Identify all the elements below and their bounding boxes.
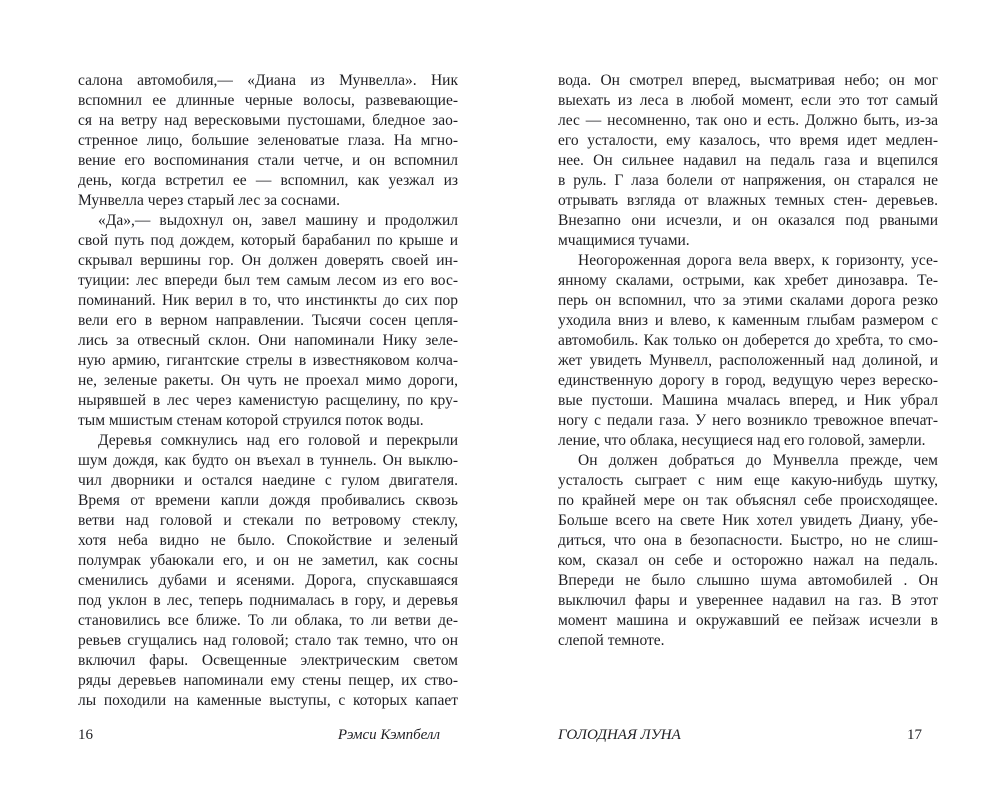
text-line: Внезапно они исчезли, и он оказался под рваными <box>558 212 938 229</box>
text-line: автомобиль. Как только он доберется до хребта, то смо- <box>558 332 938 349</box>
text-line: хотя неба видно не было. Спокойствие и зеленый <box>78 532 458 549</box>
text-line: тым мшистым стенам которой струился поток воды. <box>78 412 424 429</box>
right-page-footer <box>558 726 938 744</box>
text-line: Деревья сомкнулись над его головой и перекрыли <box>98 432 458 449</box>
text-line: единственную дорогу в город, ведущую через вереско- <box>558 372 938 389</box>
text-line: ветви над головой и стекали по ветровому стеклу, <box>78 512 458 529</box>
paragraph <box>558 251 938 451</box>
text-line: туиции: лес впереди был тем самым лесом из его вос- <box>78 272 458 289</box>
text-line: «Да»,— выдохнул он, завел машину и продолжил <box>98 212 458 229</box>
text-line: Неогороженная дорога вела вверх, к горизонту, усе- <box>578 252 938 269</box>
text-line: становились все ближе. То ли облака, то ли ветви де- <box>78 612 458 629</box>
text-line: чил дворники и остался наедине с гулом двигателя. <box>78 472 458 489</box>
text-line: выключил фары и увереннее надавил на газ. В этот <box>558 592 938 609</box>
text-line: диться, что она в безопасности. Быстро, но не слиш- <box>558 532 938 549</box>
text-line: вение его воспоминания стали четче, и он вспомнил <box>78 152 458 169</box>
text-line: сменились дубами и ясенями. Дорога, спускавшаяся <box>78 572 458 589</box>
right-page-number: 17 <box>907 727 922 743</box>
text-line: отрывать взгляда от влажных темных стен- деревьев. <box>558 192 938 209</box>
text-line: лес — несомненно, так оно и есть. Должно быть, из-за <box>558 112 938 129</box>
text-line: выехать из леса в любой момент, если это тот самый <box>558 92 938 109</box>
text-line: лы походили на каменные выступы, с которых капает <box>78 692 458 709</box>
paragraph <box>558 451 938 651</box>
text-line: усталость сыграет с ним еще какую-нибудь шутку, <box>558 472 938 489</box>
text-line: полумрак убаюкали его, и он не заметил, как сосны <box>78 552 458 569</box>
text-line: в руль. Г лаза болели от напряжения, он старался не <box>558 172 938 189</box>
left-page-footer <box>78 726 458 744</box>
text-line: вые пустоши. Машина мчалась вперед, и Ник убрал <box>558 392 938 409</box>
text-line: лись за отвесный склон. Они напоминали Нику зеле- <box>78 332 458 349</box>
text-line: ряды деревьев напоминали ему стены пещер, их ство- <box>78 672 458 689</box>
text-line: не, зеленые ракеты. Он чуть не проехал мимо дороги, <box>78 372 458 389</box>
text-line: вели его в верном направлении. Тысячи сосен цепля- <box>78 312 458 329</box>
paragraph <box>78 211 458 431</box>
text-line: жет увидеть Мунвелл, расположенный над долиной, и <box>558 352 938 369</box>
left-page-number: 16 <box>78 727 93 743</box>
text-line: Мунвелла через старый лес за соснами. <box>78 192 341 209</box>
text-line: Больше всего на свете Ник хотел увидеть Диану, убе- <box>558 512 938 529</box>
text-line: перь он вспомнил, что за этими скалами дорога резко <box>558 292 938 309</box>
text-line: момент машина и окружавший ее пейзаж исчезли в <box>558 612 938 629</box>
text-line: включил фары. Освещенные электрическим светом <box>78 652 458 669</box>
text-line: под уклон в лес, теперь поднималась в гору, и деревья <box>78 592 458 609</box>
text-line: ную армию, гигантские стрелы в известняковом колча- <box>78 352 458 369</box>
text-line: его усталости, ему казалось, что время идет медлен- <box>558 132 938 149</box>
text-line: стренное лицо, большие зеленоватые глаза. На мгно- <box>78 132 458 149</box>
text-line: вспомнил ее длинные черные волосы, развевающие- <box>78 92 458 109</box>
text-line: уходила вниз и влево, к каменным глыбам размером с <box>558 312 938 329</box>
text-line: ревьев сгущались над головой; стало так темно, что он <box>78 632 458 649</box>
right-running-title-book: ГОЛОДНАЯ ЛУНА <box>558 727 681 743</box>
left-running-title-author: Рэмси Кэмпбелл <box>337 727 440 743</box>
left-text-column <box>78 71 458 711</box>
text-line: Впереди не было слышно шума автомобилей . Он <box>558 572 938 589</box>
text-line: ся на ветру над вересковыми пустошами, бледное зао- <box>78 112 458 129</box>
paragraph <box>78 71 458 211</box>
text-line: слепой темноте. <box>558 632 665 649</box>
right-text-column <box>558 71 938 651</box>
text-line: янному скалами, острыми, как хребет динозавра. Те- <box>558 272 938 289</box>
text-line: ногу с педали газа. У него возникло тревожное впечат- <box>558 412 938 429</box>
text-line: Он должен добраться до Мунвелла прежде, чем <box>578 452 938 469</box>
paragraph <box>78 431 458 711</box>
text-line: нырявшей в лес через каменистую расщелину, по кру- <box>78 392 458 409</box>
text-line: ком, сказал он себе и осторожно нажал на педаль. <box>558 552 938 569</box>
text-line: поминаний. Ник верил в то, что инстинкты до сих пор <box>78 292 458 309</box>
text-line: мчащимися тучами. <box>558 232 690 249</box>
text-line: скрывал вершины гор. Он должен доверять своей ин- <box>78 252 458 269</box>
text-line: салона автомобиля,— «Диана из Мунвелла». Ник <box>78 72 458 89</box>
text-line: день, когда встретил ее — вспомнил, как уезжал из <box>78 172 458 189</box>
text-line: ление, что облака, несущиеся над его головой, замерли. <box>558 432 926 449</box>
text-line: шум дождя, как будто он въехал в туннель. Он выклю- <box>78 452 458 469</box>
text-line: Время от времени капли дождя пробивались сквозь <box>78 492 458 509</box>
text-line: по крайней мере он так объяснял себе происходящее. <box>558 492 938 509</box>
text-line: вода. Он смотрел вперед, высматривая небо; он мог <box>558 72 938 89</box>
text-line: свой путь под дождем, который барабанил по крыше и <box>78 232 458 249</box>
text-line: нее. Он сильнее надавил на педаль газа и вцепился <box>558 152 938 169</box>
paragraph <box>558 71 938 251</box>
